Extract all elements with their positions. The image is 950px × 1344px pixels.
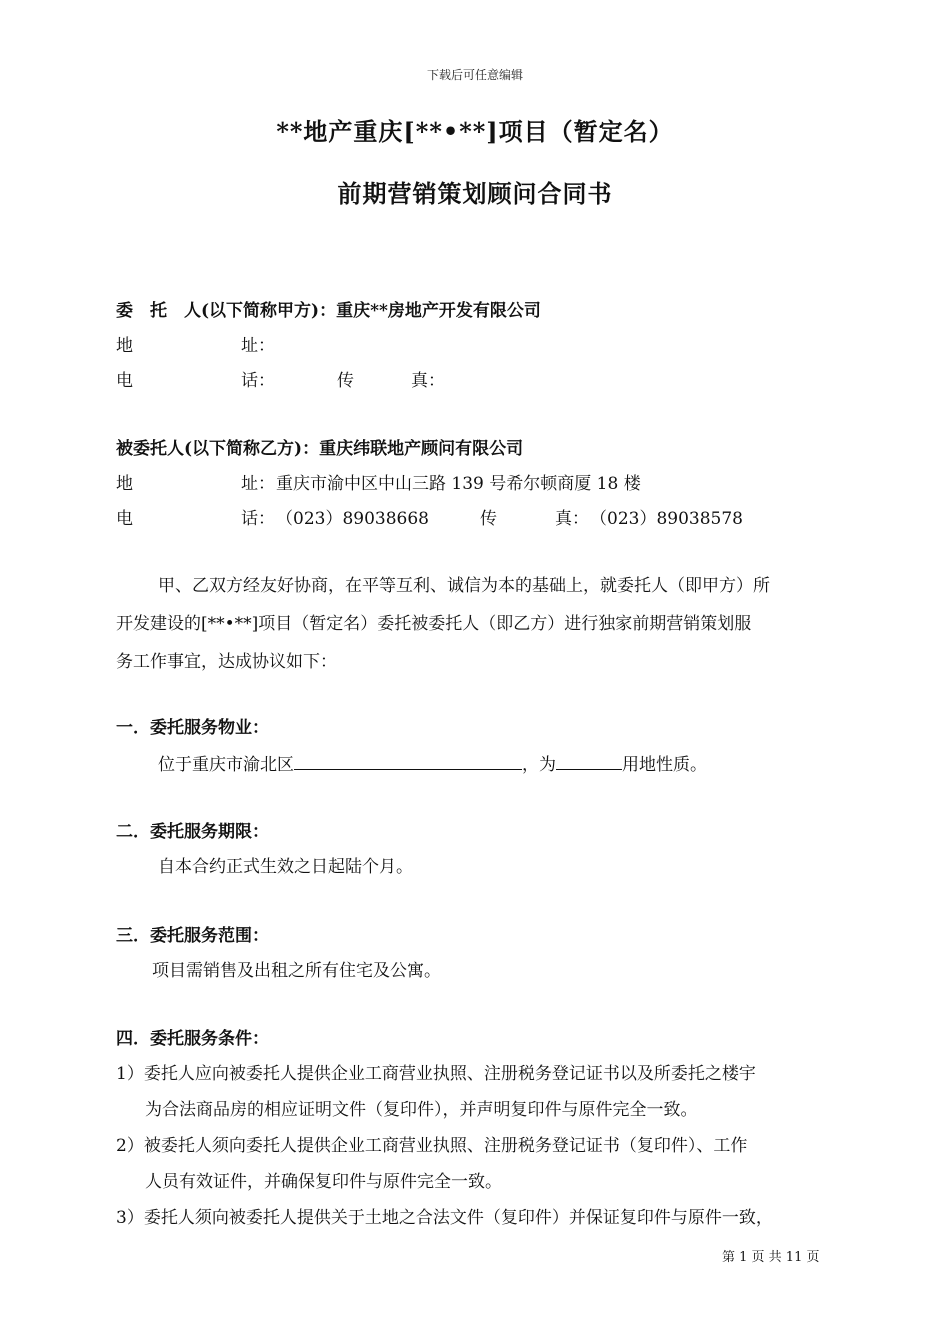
party-a-fax-label-1: 传 <box>337 371 354 391</box>
document-subtitle: 前期营销策划顾问合同书 <box>337 179 613 208</box>
condition-line-2: 为合法商品房的相应证明文件（复印件），并声明复印件与原件完全一致。 <box>145 1100 698 1120</box>
condition-line-4: 人员有效证件，并确保复印件与原件完全一致。 <box>145 1172 502 1192</box>
party-b-fax-label-1: 传 <box>480 509 497 529</box>
section-1-part-1: 位于重庆市渝北区 <box>158 755 294 775</box>
document-title: **地产重庆[**•**]项目（暂定名） <box>276 117 674 146</box>
condition-line-5: 3）委托人须向被委托人提供关于土地之合法文件（复印件）并保证复印件与原件一致， <box>116 1208 773 1228</box>
section-3-heading: 三．委托服务范围： <box>116 926 269 946</box>
party-b-address-label-1: 地 <box>116 474 133 494</box>
party-a-address-label-1: 地 <box>116 336 133 356</box>
party-b-label: 被委托人(以下简称乙方)：重庆纬联地产顾问有限公司 <box>116 439 524 459</box>
party-b-fax-value: （023）89038578 <box>590 509 743 529</box>
intro-line-1: 甲、乙双方经友好协商，在平等互利、诚信为本的基础上，就委托人（即甲方）所 <box>158 576 770 596</box>
party-b-address-label-2: 址： <box>241 474 275 494</box>
party-b-phone-value: （023）89038668 <box>276 509 429 529</box>
party-b-phone-label-1: 电 <box>116 509 133 529</box>
page-number: 第 1 页 共 11 页 <box>722 1250 820 1265</box>
intro-line-3: 务工作事宜，达成协议如下： <box>116 652 337 672</box>
land-use-blank <box>556 751 622 770</box>
section-3-body: 项目需销售及出租之所有住宅及公寓。 <box>152 961 441 981</box>
condition-line-1: 1）委托人应向被委托人提供企业工商营业执照、注册税务登记证书以及所委托之楼宇 <box>116 1064 756 1084</box>
condition-line-3: 2）被委托人须向委托人提供企业工商营业执照、注册税务登记证书（复印件）、工作 <box>116 1136 748 1156</box>
section-1-heading: 一．委托服务物业： <box>116 718 269 738</box>
section-2-body: 自本合约正式生效之日起陆个月。 <box>158 857 413 877</box>
party-b-address-value: 重庆市渝中区中山三路 139 号希尔顿商厦 18 楼 <box>276 474 641 494</box>
page-header-note: 下载后可任意编辑 <box>426 68 523 82</box>
party-a-fax-label-2: 真： <box>411 371 445 391</box>
section-1-part-3: 用地性质。 <box>622 755 707 775</box>
party-a-phone-label-2: 话： <box>241 371 275 391</box>
party-a-phone-label-1: 电 <box>116 371 133 391</box>
party-a-label: 委 托 人(以下简称甲方)：重庆**房地产开发有限公司 <box>116 301 541 321</box>
party-b-fax-label-2: 真： <box>555 509 589 529</box>
section-1-part-2: ，为 <box>522 755 556 775</box>
section-2-heading: 二．委托服务期限： <box>116 822 269 842</box>
section-1-body <box>158 751 707 777</box>
location-blank <box>294 751 522 770</box>
party-b-phone-label-2: 话： <box>241 509 275 529</box>
party-a-address-label-2: 址： <box>241 336 275 356</box>
intro-line-2: 开发建设的[**•**]项目（暂定名）委托被委托人（即乙方）进行独家前期营销策划服 <box>116 614 752 634</box>
section-4-heading: 四．委托服务条件： <box>116 1029 269 1049</box>
